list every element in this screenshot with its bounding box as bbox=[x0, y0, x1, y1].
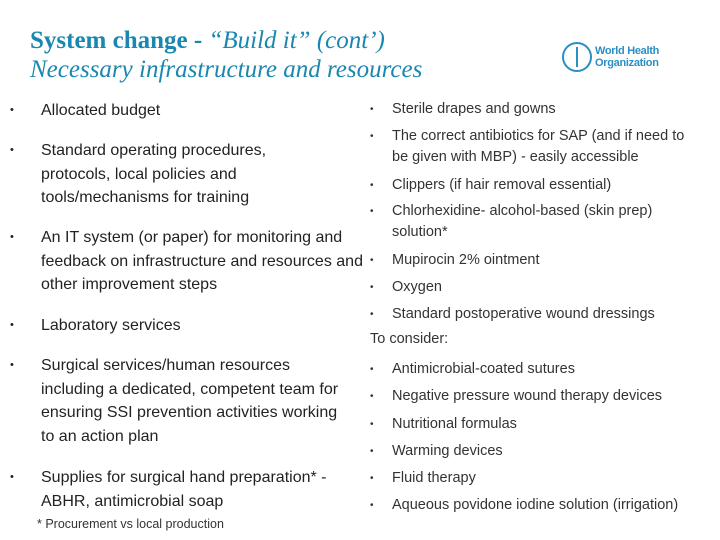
item-text: Clippers (if hair removal essential) bbox=[392, 177, 612, 193]
bullet: • bbox=[370, 255, 374, 266]
item-text: Oxygen bbox=[392, 279, 442, 295]
list-item bbox=[370, 495, 720, 516]
item-text: Allocated budget bbox=[41, 102, 161, 119]
list-item bbox=[10, 99, 361, 123]
bullet: • bbox=[370, 500, 374, 511]
item-text: Standard operating procedures, protocols, local policies and tools/mechanisms for training bbox=[41, 142, 267, 206]
bullet: • bbox=[370, 104, 374, 115]
item-text: Negative pressure wound therapy devices bbox=[392, 388, 663, 404]
bullet: • bbox=[10, 359, 14, 371]
title-quote: “Build it” (cont’) bbox=[208, 27, 385, 54]
item-text: An IT system (or paper) for monitoring and feedback on infrastructure and resources and other improvement steps bbox=[41, 229, 363, 293]
list-item bbox=[10, 466, 356, 513]
item-text: Chlorhexidine- alcohol-based (skin prep) solution* bbox=[392, 203, 653, 240]
item-text: Laboratory services bbox=[41, 317, 181, 334]
list-item bbox=[370, 468, 712, 489]
title-subtitle: Necessary infrastructure and resources bbox=[30, 56, 423, 83]
list-item bbox=[370, 359, 712, 380]
list-item bbox=[370, 414, 712, 435]
bullet: • bbox=[10, 471, 14, 483]
item-text: Supplies for surgical hand preparation* - ABHR, antimicrobial soap bbox=[41, 469, 327, 510]
list-item bbox=[370, 126, 702, 168]
bullet: • bbox=[370, 473, 374, 484]
item-text: Surgical services/human resources including a dedicated, competent team for ensuring SSI prevention activities working to an action plan bbox=[41, 357, 339, 445]
bullet: • bbox=[370, 309, 374, 320]
list-item bbox=[370, 304, 712, 325]
who-emblem-icon bbox=[562, 42, 592, 72]
list-item bbox=[370, 277, 712, 298]
bullet: • bbox=[10, 319, 14, 331]
footnote: * Procurement vs local production bbox=[37, 517, 224, 531]
bullet: • bbox=[370, 206, 374, 217]
list-item bbox=[10, 314, 361, 338]
who-logo bbox=[562, 42, 659, 72]
bullet: • bbox=[370, 282, 374, 293]
bullet: • bbox=[10, 144, 14, 156]
logo-line2: Organization bbox=[595, 57, 659, 69]
bullet: • bbox=[370, 391, 374, 402]
item-text: Antimicrobial-coated sutures bbox=[392, 361, 575, 377]
bullet: • bbox=[370, 446, 374, 457]
slide-title bbox=[30, 26, 422, 84]
item-text: The correct antibiotics for SAP (and if need to be given with MBP) - easily accessible bbox=[392, 128, 685, 165]
bullet: • bbox=[370, 364, 374, 375]
item-text: Fluid therapy bbox=[392, 470, 476, 486]
list-item bbox=[370, 201, 692, 243]
list-item bbox=[10, 354, 353, 448]
item-text: Standard postoperative wound dressings bbox=[392, 306, 655, 322]
list-item bbox=[370, 99, 712, 120]
item-text: Mupirocin 2% ointment bbox=[392, 252, 540, 268]
list-item bbox=[370, 441, 712, 462]
bullet: • bbox=[10, 104, 14, 116]
list-item bbox=[370, 175, 712, 196]
bullet: • bbox=[10, 231, 14, 243]
item-text: Sterile drapes and gowns bbox=[392, 101, 556, 117]
bullet: • bbox=[370, 180, 374, 191]
bullet: • bbox=[370, 131, 374, 142]
list-item bbox=[370, 250, 712, 271]
title-main: System change - bbox=[30, 27, 209, 54]
list-item bbox=[10, 139, 321, 210]
consider-label: To consider: bbox=[370, 331, 449, 347]
bullet: • bbox=[370, 419, 374, 430]
list-item bbox=[10, 226, 366, 297]
item-text: Warming devices bbox=[392, 443, 503, 459]
logo-line1: World Health bbox=[595, 45, 660, 57]
list-item bbox=[370, 386, 712, 407]
item-text: Nutritional formulas bbox=[392, 416, 517, 432]
item-text: Aqueous povidone iodine solution (irrigation) bbox=[392, 497, 679, 513]
